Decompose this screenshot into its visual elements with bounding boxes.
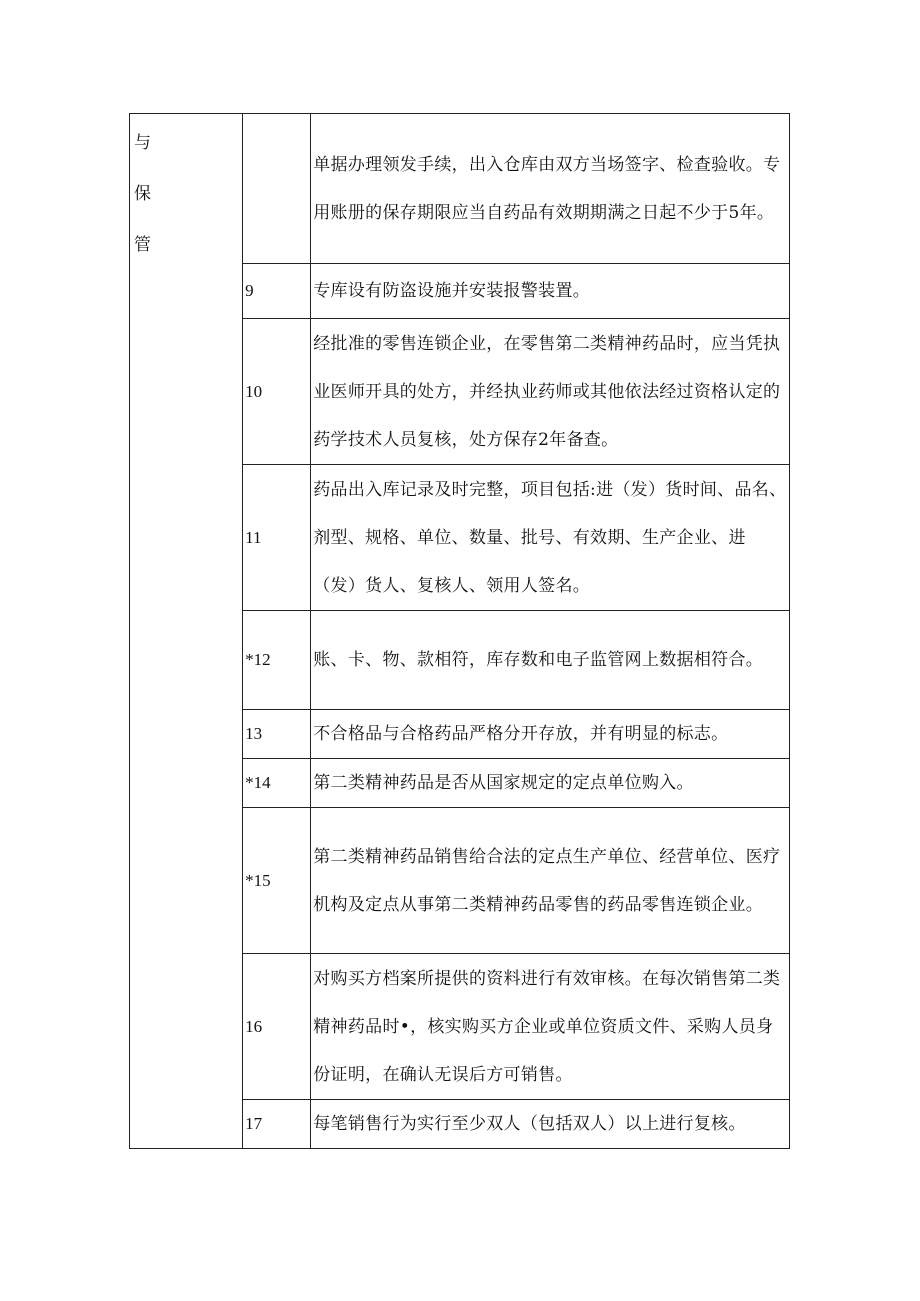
item-text: 单据办理领发手续，出入仓库由双方当场签字、检查验收。专用账册的保存期限应当自药品有效期期满之日起不少于5年。 bbox=[311, 114, 790, 264]
item-text: 第二类精神药品销售给合法的定点生产单位、经营单位、医疗机构及定点从事第二类精神药品零售的药品零售连锁企业。 bbox=[311, 808, 790, 954]
category-char: 与 bbox=[134, 133, 151, 153]
item-number: 17 bbox=[243, 1100, 311, 1149]
item-text: 经批准的零售连锁企业，在零售第二类精神药品时，应当凭执业医师开具的处方，并经执业药师或其他依法经过资格认定的药学技术人员复核，处方保存2年备查。 bbox=[311, 319, 790, 465]
category-cell bbox=[130, 114, 243, 1149]
item-number bbox=[243, 114, 311, 264]
category-char: 保 bbox=[134, 184, 151, 204]
category-char: 管 bbox=[134, 235, 151, 255]
item-text: 不合格品与合格药品严格分开存放，并有明显的标志。 bbox=[311, 710, 790, 759]
item-text: 对购买方档案所提供的资料进行有效审核。在每次销售第二类精神药品时•，核实购买方企业或单位资质文件、采购人员身份证明，在确认无误后方可销售。 bbox=[311, 954, 790, 1100]
item-number: *12 bbox=[243, 611, 311, 710]
item-number: 10 bbox=[243, 319, 311, 465]
inspection-table bbox=[129, 113, 790, 1149]
item-text: 账、卡、物、款相符，库存数和电子监管网上数据相符合。 bbox=[311, 611, 790, 710]
item-text: 专库设有防盗设施并安装报警装置。 bbox=[311, 264, 790, 319]
item-text: 每笔销售行为实行至少双人（包括双人）以上进行复核。 bbox=[311, 1100, 790, 1149]
item-number: *14 bbox=[243, 759, 311, 808]
item-text: 药品出入库记录及时完整，项目包括:进（发）货时间、品名、剂型、规格、单位、数量、批号、有效期、生产企业、进（发）货人、复核人、领用人签名。 bbox=[311, 465, 790, 611]
item-number: 11 bbox=[243, 465, 311, 611]
item-number: *15 bbox=[243, 808, 311, 954]
item-number: 13 bbox=[243, 710, 311, 759]
item-number: 16 bbox=[243, 954, 311, 1100]
item-number: 9 bbox=[243, 264, 311, 319]
item-text: 第二类精神药品是否从国家规定的定点单位购入。 bbox=[311, 759, 790, 808]
table-row bbox=[130, 114, 790, 264]
